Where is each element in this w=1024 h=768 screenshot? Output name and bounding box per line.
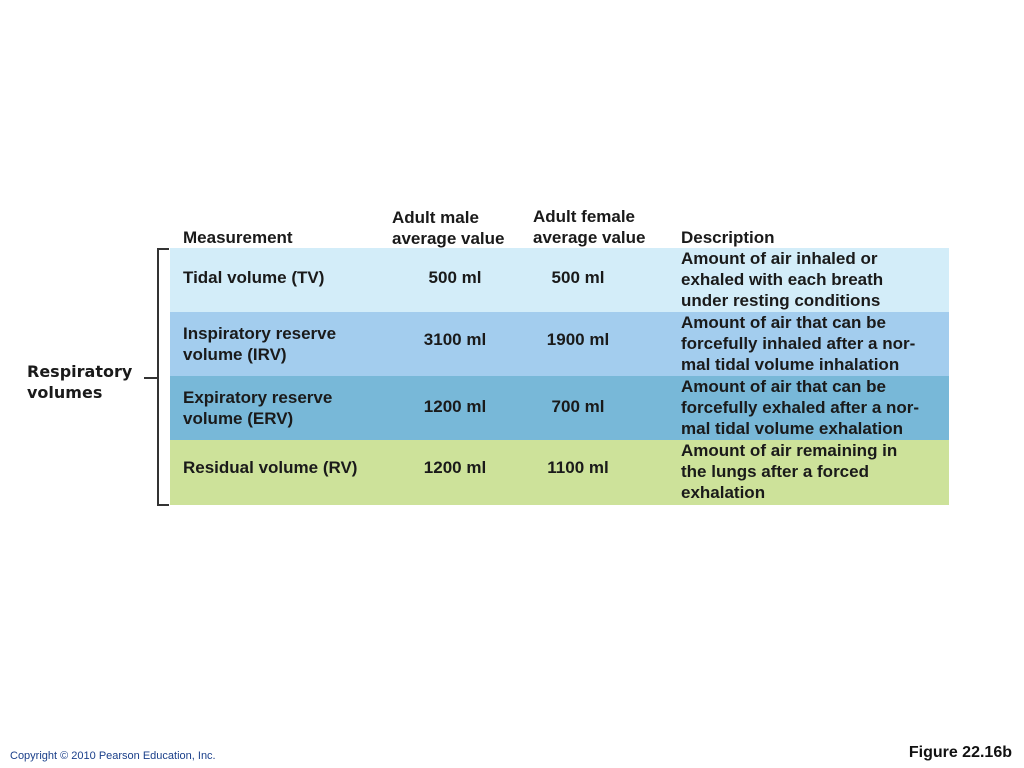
row-measurement-line2: volume (IRV) — [183, 345, 287, 364]
row-description-line3: under resting conditions — [681, 291, 881, 310]
row-description-line3: exhalation — [681, 483, 766, 502]
row-description-line1: Amount of air remaining in — [681, 441, 898, 460]
table-row-irv — [170, 312, 949, 376]
row-description-line1: Amount of air that can be — [681, 313, 886, 332]
row-description-line2: forcefully inhaled after a nor- — [681, 334, 916, 353]
header-measurement: Measurement — [183, 228, 293, 247]
row-male-value: 1200 ml — [423, 397, 487, 416]
header-male-line1: Adult male — [392, 208, 479, 227]
row-female-value: 500 ml — [551, 268, 605, 287]
figure-label: Figure 22.16b — [908, 744, 1012, 761]
row-female-value: 1900 ml — [546, 330, 610, 349]
header-male-line2: average value — [392, 229, 505, 248]
row-male-value: 1200 ml — [423, 458, 487, 477]
table-row-tv — [170, 248, 949, 312]
row-measurement-line2: volume (ERV) — [183, 409, 294, 428]
side-label-line2: volumes — [27, 383, 103, 402]
row-description-line3: mal tidal volume inhalation — [681, 355, 900, 374]
row-description-line3: mal tidal volume exhalation — [681, 419, 904, 438]
row-male-value: 3100 ml — [423, 330, 487, 349]
row-description-line1: Amount of air that can be — [681, 377, 886, 396]
row-measurement: Residual volume (RV) — [183, 458, 358, 477]
side-label-line1: Respiratory — [27, 362, 133, 381]
bracket-bottom — [157, 504, 169, 506]
row-description-line2: forcefully exhaled after a nor- — [681, 398, 920, 417]
header-female-line2: average value — [533, 228, 646, 247]
row-measurement-line1: Inspiratory reserve — [183, 324, 337, 343]
row-male-value: 500 ml — [428, 268, 482, 287]
copyright-text: Copyright © 2010 Pearson Education, Inc. — [10, 750, 216, 762]
header-description: Description — [681, 228, 775, 247]
row-female-value: 700 ml — [551, 397, 605, 416]
table-row-rv — [170, 440, 949, 505]
row-female-value: 1100 ml — [547, 458, 609, 477]
row-description-line2: exhaled with each breath — [681, 270, 884, 289]
row-description-line2: the lungs after a forced — [681, 462, 869, 481]
row-measurement-line1: Expiratory reserve — [183, 388, 333, 407]
row-description-line1: Amount of air inhaled or — [681, 249, 878, 268]
header-female-line1: Adult female — [533, 207, 636, 226]
table-row-erv — [170, 376, 949, 440]
bracket-top — [157, 248, 169, 250]
bracket-middle-tick — [144, 377, 158, 379]
row-measurement: Tidal volume (TV) — [183, 268, 325, 287]
